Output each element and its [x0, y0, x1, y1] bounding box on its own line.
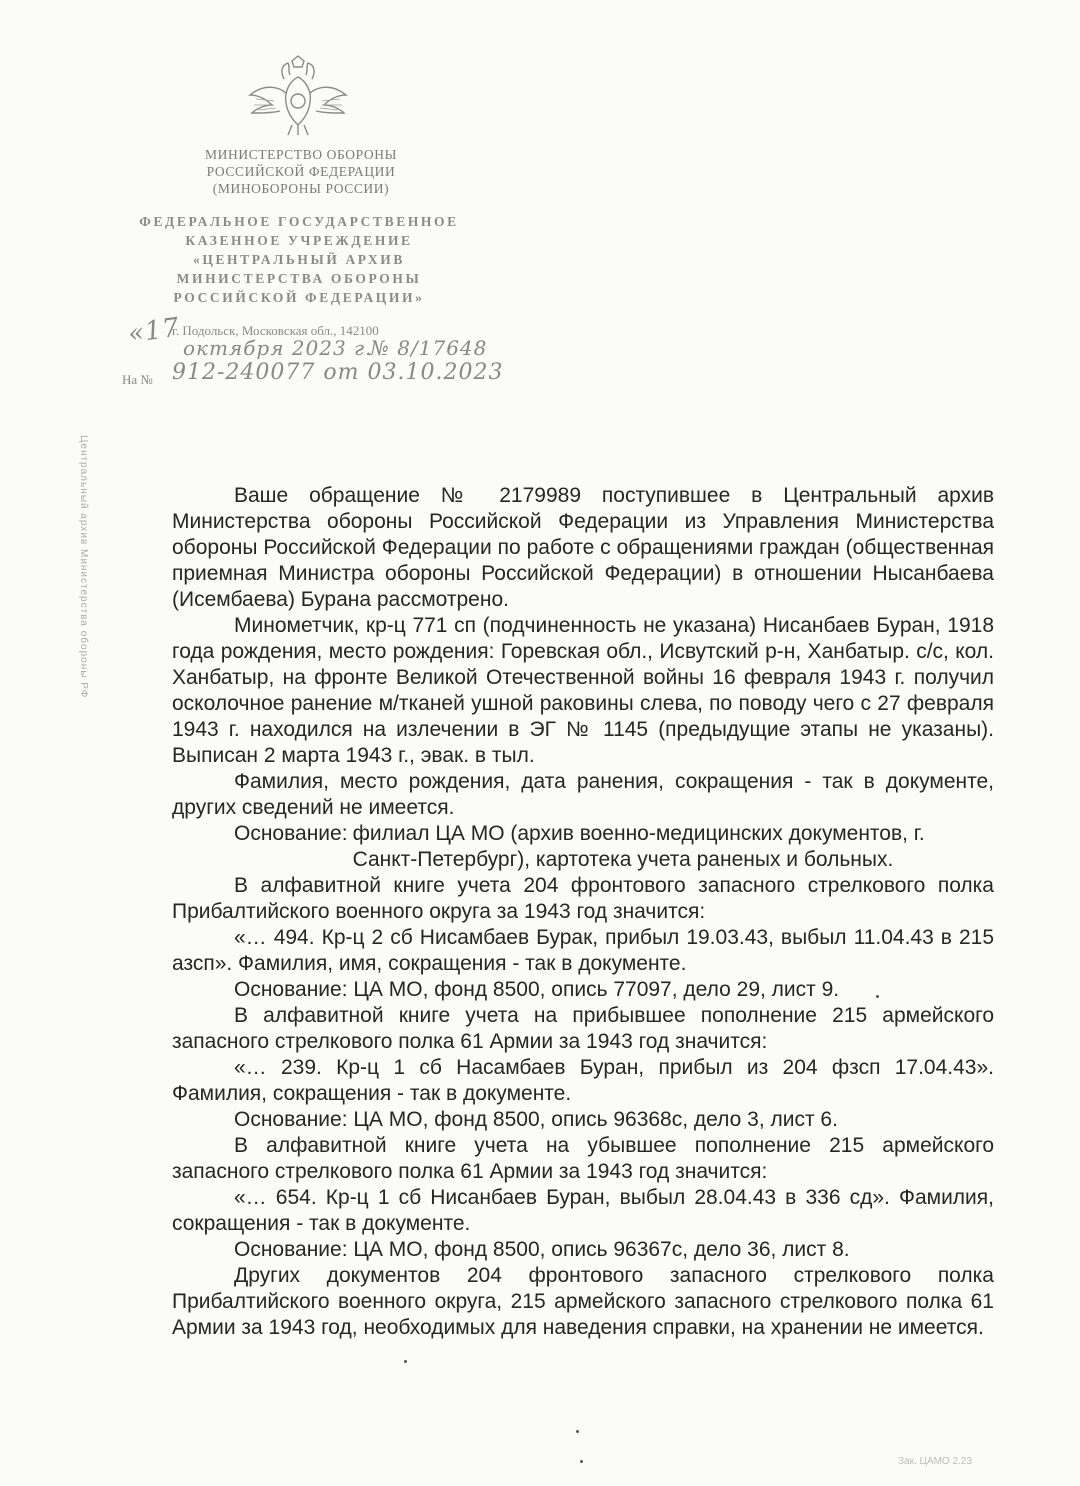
- ministry-line: РОССИЙСКОЙ ФЕДЕРАЦИИ: [206, 164, 396, 179]
- handwritten-reference: 912-240077 от 03.10.2023: [172, 360, 504, 385]
- handwritten-reg-number: № 8/17648: [370, 336, 488, 360]
- paragraph-book-215-arrived: В алфавитной книге учета на прибывшее пополнение 215 армейского запасного стрелкового полка 61 Армии за 1943 год значится:: [172, 1004, 994, 1053]
- paragraph-intro: Ваше обращение № 2179989 поступившее в Центральный архив Министерства обороны Российской Федерации из Управления Министерства обороны Российской Федерации по работе с обращениями граждан (общественная приемная Министра обороны Российской Федерации) в отношении Нысанбаева (Исембаева) Бурана рассмотрено.: [172, 484, 994, 611]
- quote-494: «… 494. Кр-ц 2 сб Нисамбаев Бурак, прибыл 19.03.43, выбыл 11.04.43 в 215 азсп». Фамилия, имя, сокращения - так в документе.: [172, 926, 994, 975]
- basis-line: Основание: ЦА МО, фонд 8500, опись 77097, дело 29, лист 9.: [234, 978, 840, 1001]
- archive-line: КАЗЕННОЕ УЧРЕЖДЕНИЕ: [185, 233, 413, 248]
- scan-speck: [404, 1360, 407, 1363]
- archive-line: ФЕДЕРАЛЬНОЕ ГОСУДАРСТВЕННОЕ: [139, 214, 459, 229]
- basis-block: [234, 821, 994, 873]
- basis-line: Основание: ЦА МО, фонд 8500, опись 96367с, дело 36, лист 8.: [234, 1238, 850, 1261]
- reference-label: На №: [122, 372, 153, 387]
- basis-label: Основание:: [234, 822, 348, 845]
- print-order-code: Зак. ЦАМО 2.23: [898, 1456, 972, 1467]
- basis-line: Основание: ЦА МО, фонд 8500, опись 96368с, дело 3, лист 6.: [234, 1108, 838, 1131]
- ministry-line: (МИНОБОРОНЫ РОССИИ): [212, 181, 390, 196]
- scan-speck: [876, 995, 879, 998]
- handwritten-date: октября 2023 г.: [183, 336, 373, 360]
- quote-239: «… 239. Кр-ц 1 сб Насамбаев Буран, прибыл из 204 фзсп 17.04.43». Фамилия, сокращения - так в документе.: [172, 1056, 994, 1105]
- handwritten-day: «17: [126, 312, 182, 350]
- quote-654: «… 654. Кр-ц 1 сб Нисанбаев Буран, выбыл 28.04.43 в 336 сд». Фамилия, сокращения - так в документе.: [172, 1186, 994, 1235]
- basis-text: филиал ЦА МО (архив военно-медицинских документов, г. Санкт-Петербург), картотека учета раненых и больных.: [352, 822, 925, 871]
- paragraph-book-204: В алфавитной книге учета 204 фронтового запасного стрелкового полка Прибалтийского военного округа за 1943 год значится:: [172, 874, 994, 923]
- paragraph-conclusion: Других документов 204 фронтового запасного стрелкового полка Прибалтийского военного округа, 215 армейского запасного стрелкового полка 61 Армии за 1943 год, необходимых для наведения справки, на хранении не имеется.: [172, 1264, 994, 1339]
- archive-line: РОССИЙСКОЙ ФЕДЕРАЦИИ»: [173, 290, 425, 305]
- ministry-line: МИНИСТЕРСТВО ОБОРОНЫ: [205, 147, 397, 162]
- scan-speck: [576, 1430, 579, 1433]
- archive-name: [118, 212, 480, 307]
- archive-line: МИНИСТЕРСТВА ОБОРОНЫ: [176, 271, 422, 286]
- paragraph-book-215-departed: В алфавитной книге учета на убывшее пополнение 215 армейского запасного стрелкового полка 61 Армии за 1943 год значится:: [172, 1134, 994, 1183]
- paragraph-wound-record: Минометчик, кр-ц 771 сп (подчиненность не указана) Нисанбаев Буран, 1918 года рождения, место рождения: Горевская обл., Исвутский р-н, Ханбатыр. с/с, кол. Ханбатыр, на фронте Великой Отечественной войны 16 февраля 1943 г. получил осколочное ранение м/тканей ушной раковины слева, по поводу чего с 27 февраля 1943 г. находился на излечении в ЭГ № 1145 (предыдущие этапы не указаны). Выписан 2 марта 1943 г., эвак. в тыл.: [172, 614, 994, 767]
- ministry-name: [160, 146, 442, 197]
- scan-speck: [580, 1460, 583, 1463]
- archive-address: г. Подольск, Московская обл., 142100: [172, 323, 379, 338]
- eagle-emblem-icon: [244, 55, 352, 137]
- archive-line: «ЦЕНТРАЛЬНЫЙ АРХИВ: [193, 252, 405, 267]
- letter-body: [172, 483, 994, 1341]
- paragraph-note: Фамилия, место рождения, дата ранения, сокращения - так в документе, других сведений не имеется.: [172, 770, 994, 819]
- side-margin-text: Центральный архив Министерства обороны РФ: [78, 435, 89, 699]
